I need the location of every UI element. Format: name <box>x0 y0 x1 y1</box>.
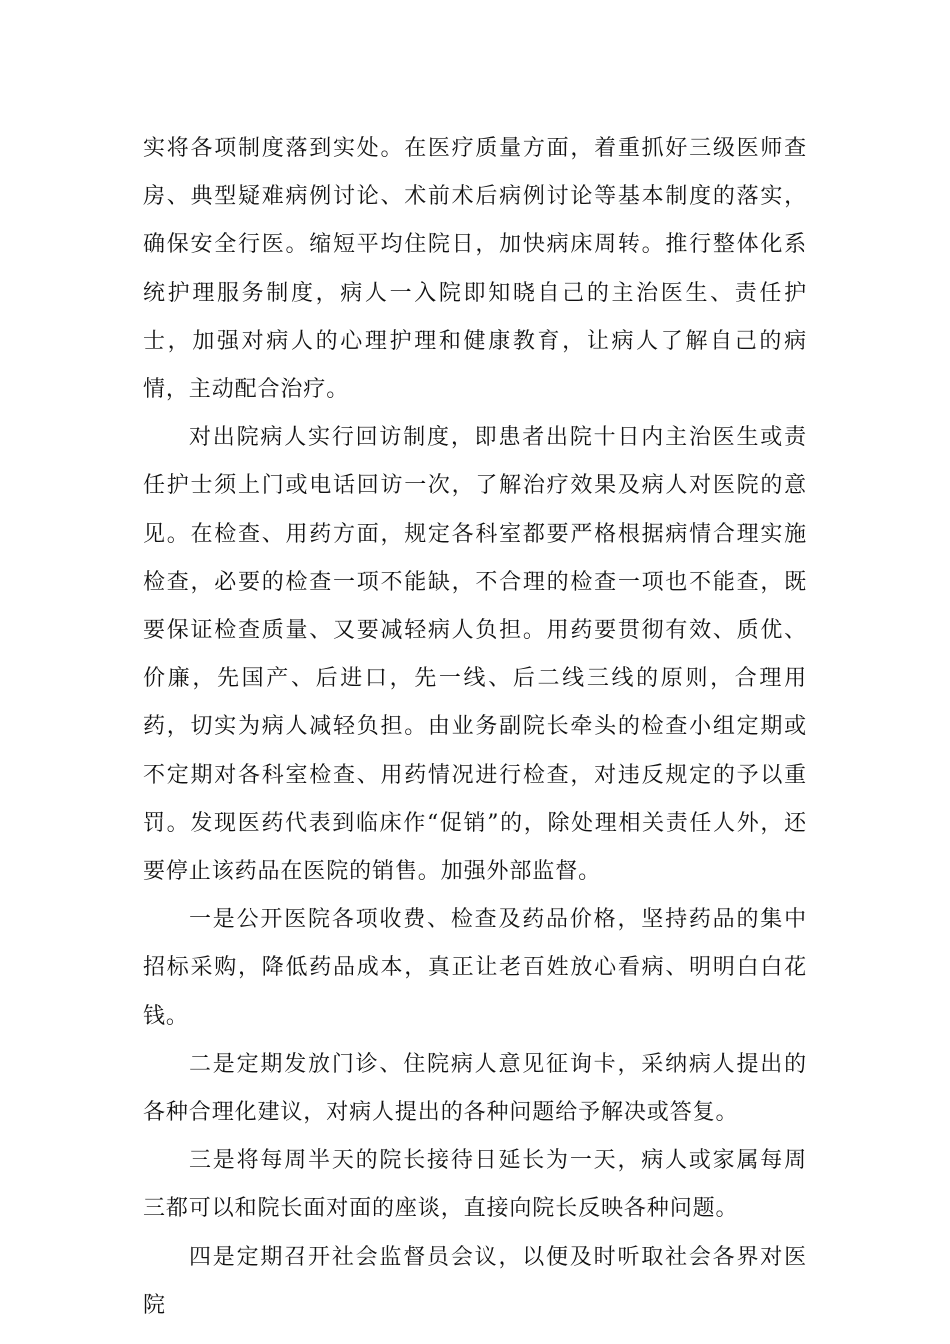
document-body <box>143 125 807 1330</box>
paragraph-6: 四是定期召开社会监督员会议，以便及时听取社会各界对医院 <box>143 1244 807 1318</box>
paragraph-1: 实将各项制度落到实处。在医疗质量方面，着重抓好三级医师查房、典型疑难病例讨论、术前术后病例讨论等基本制度的落实，确保安全行医。缩短平均住院日，加快病床周转。推行整体化系统护理服务制度，病人一入院即知晓自己的主治医生、责任护士，加强对病人的心理护理和健康教育，让病人了解自己的病情，主动配合治疗。 <box>143 136 807 403</box>
paragraph-4: 二是定期发放门诊、住院病人意见征询卡，采纳病人提出的各种合理化建议，对病人提出的各种问题给予解决或答复。 <box>143 1051 807 1126</box>
paragraph-5: 三是将每周半天的院长接待日延长为一天，病人或家属每周三都可以和院长面对面的座谈，直接向院长反映各种问题。 <box>143 1148 807 1222</box>
paragraph-2: 对出院病人实行回访制度，即患者出院十日内主治医生或责任护士须上门或电话回访一次，了解治疗效果及病人对医院的意见。在检查、用药方面，规定各科室都要严格根据病情合理实施检查，必要的检查一项不能缺，不合理的检查一项也不能查，既要保证检查质量、又要减轻病人负担。用药要贯彻有效、质优、价廉，先国产、后进口，先一线、后二线三线的原则，合理用药，切实为病人减轻负担。由业务副院长牵头的检查小组定期或不定期对各科室检查、用药情况进行检查，对违反规定的予以重罚。发现医药代表到临床作“促销”的，除处理相关责任人外，还要停止该药品在医院的销售。加强外部监督。 <box>143 425 807 885</box>
paragraph-3: 一是公开医院各项收费、检查及药品价格，坚持药品的集中招标采购，降低药品成本，真正让老百姓放心看病、明明白白花钱。 <box>143 907 807 1029</box>
